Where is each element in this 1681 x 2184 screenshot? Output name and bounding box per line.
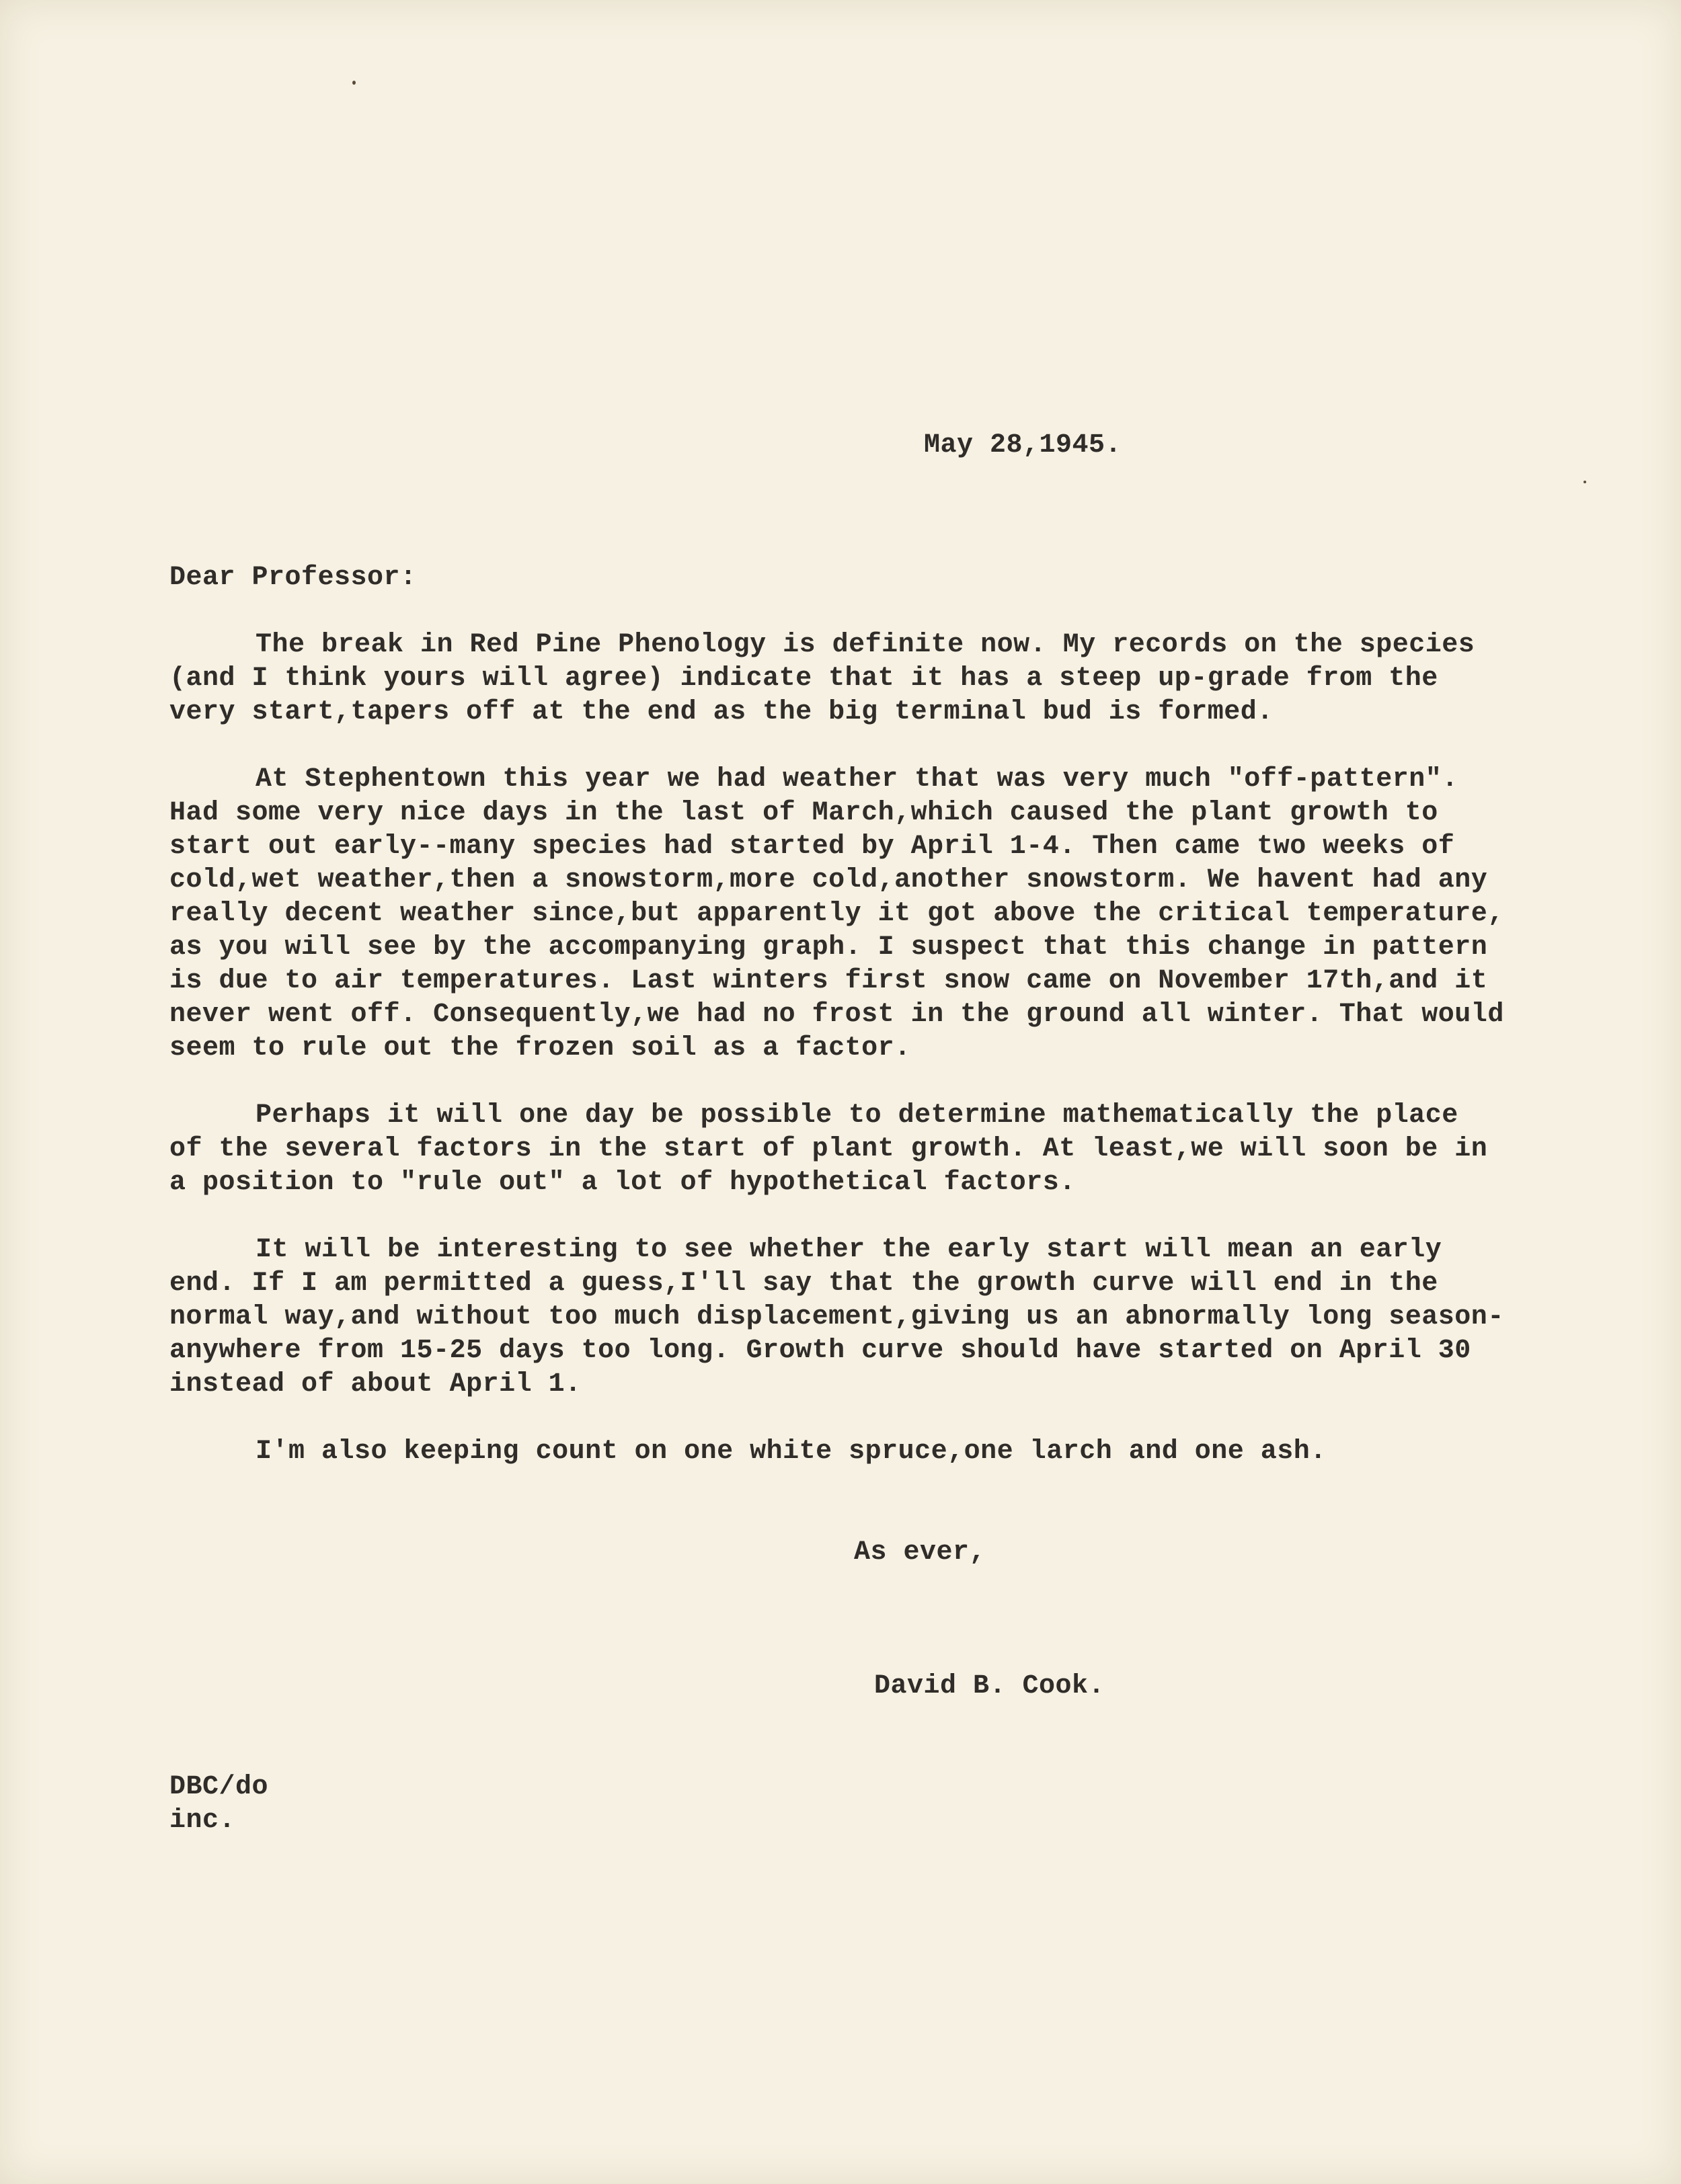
paragraph-line: end. If I am permitted a guess,I'll say that the growth curve will end in the [169, 1268, 1438, 1299]
paragraph-line: The break in Red Pine Phenology is definite now. My records on the species [256, 630, 1475, 660]
paragraph-line: It will be interesting to see whether the early start will mean an early [256, 1235, 1442, 1265]
paragraph-line: as you will see by the accompanying graph. I suspect that this change in pattern [169, 932, 1488, 963]
paragraph-line: start out early--many species had started by April 1-4. Then came two weeks of [169, 832, 1455, 862]
enclosure-note: inc. [169, 1806, 236, 1836]
paragraph-line: normal way,and without too much displacement,giving us an abnormally long season- [169, 1302, 1504, 1332]
typist-initials: DBC/do [169, 1772, 269, 1802]
letter-date: May 28,1945. [924, 430, 1122, 460]
paragraph-line: At Stephentown this year we had weather that was very much "off-pattern". [256, 764, 1458, 795]
paragraph-line: I'm also keeping count on one white spruce,one larch and one ash. [256, 1437, 1327, 1467]
paragraph-line: Had some very nice days in the last of March,which caused the plant growth to [169, 798, 1438, 828]
paragraph-line: never went off. Consequently,we had no frost in the ground all winter. That would [169, 1000, 1504, 1030]
salutation: Dear Professor: [169, 563, 417, 593]
paper-speck [1584, 481, 1586, 483]
paragraph-line: really decent weather since,but apparently it got above the critical temperature, [169, 899, 1504, 929]
paragraph-line: of the several factors in the start of plant growth. At least,we will soon be in [169, 1134, 1488, 1164]
paragraph-line: Perhaps it will one day be possible to determine mathematically the place [256, 1100, 1458, 1131]
paragraph-line: cold,wet weather,then a snowstorm,more cold,another snowstorm. We havent had any [169, 865, 1488, 895]
paragraph-line: a position to "rule out" a lot of hypothetical factors. [169, 1168, 1076, 1198]
paragraph-line: very start,tapers off at the end as the big terminal bud is formed. [169, 697, 1274, 727]
paragraph-line: (and I think yours will agree) indicate that it has a steep up-grade from the [169, 663, 1438, 694]
closing: As ever, [854, 1537, 986, 1568]
paragraph-line: seem to rule out the frozen soil as a factor. [169, 1033, 911, 1063]
paragraph-line: is due to air temperatures. Last winters first snow came on November 17th,and it [169, 966, 1488, 996]
paragraph-line: instead of about April 1. [169, 1369, 582, 1400]
paper-speck [352, 81, 356, 85]
paragraph-line: anywhere from 15-25 days too long. Growth curve should have started on April 30 [169, 1336, 1471, 1366]
signature: David B. Cook. [874, 1671, 1105, 1701]
